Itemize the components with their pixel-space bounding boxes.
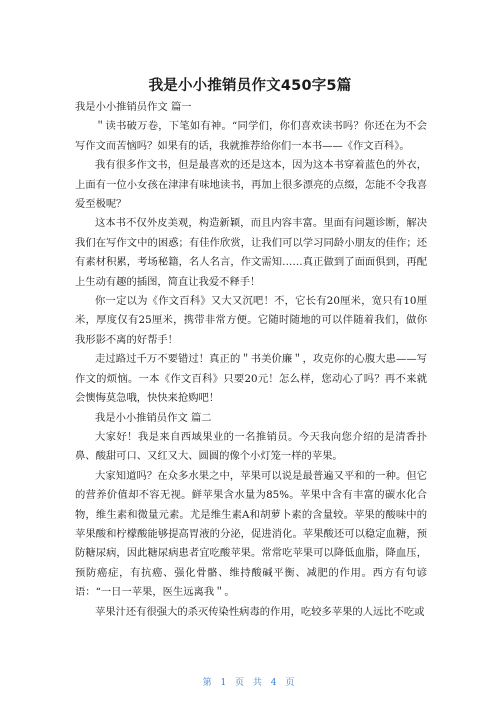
paragraph: ＂读书破万卷，下笔如有神。“同学们，你们喜欢读书吗？你还在为不会写作文而苦恼吗？如果有的话，我就推荐给你们一本书——《作文百科》。 xyxy=(75,120,427,152)
paragraph: 大家知道吗？在众多水果之中，苹果可以说是最普遍又平和的一种。但它的营养价值却不容无视。鲜苹果含水量为85%。苹果中含有丰富的碳水化合物，维生素和微量元素。尤是维生素A和胡萝卜素的含量较。苹果的酸味中的苹果酸和柠檬酸能够提高胃液的分泌，促进消化。苹果酸还可以稳定血糖，预防糖尿病，因此糖尿病患者宜吃酸苹果。常常吃苹果可以降低血脂，降血压，预防癌症，有抗癌、强化骨骼、维持酸碱平衡、减肥的作用。西方有句谚语：“一日一苹果，医生远离我＂。 xyxy=(75,469,427,599)
paragraph: 我有很多作文书，但是最喜欢的还是这本，因为这本书穿着蓝色的外衣，上面有一位小女孩在津津有味地读书，再加上很多漂亮的点缀，怎能不令我喜爱至极呢？ xyxy=(75,159,427,211)
paragraph: 苹果汁还有很强大的杀灭传染性病毒的作用，吃较多苹果的人远比不吃或 xyxy=(95,605,425,618)
section-heading-1: 我是小小推销员作文 篇一 xyxy=(75,101,192,113)
paragraph: 这本书不仅外皮美观，构造新颖，而且内容丰富。里面有问题诊断，解决我们在写作文中的困惑；有佳作欣赏，让我们可以学习同龄小朋友的佳作；还有素材积累，考场秘籍，名人名言，作文需知……真正做到了面面俱到，再配上生动有趣的插图，简直让我爱不释手！ xyxy=(75,217,427,288)
page-footer: 第 1 页 共 4 页 xyxy=(202,678,298,688)
paragraph: 走过路过千万不要错过！真正的＂书美价廉＂，攻克你的心腹大患——写作文的烦恼。一本《作文百科》只要20元！怎么样，您动心了吗？再不来就会懊悔莫急哦，快快来抢购吧！ xyxy=(75,353,427,405)
section-heading-2: 我是小小推销员作文 篇二 xyxy=(95,411,212,424)
document-title: 我是小小推销员作文450字5篇 xyxy=(148,78,352,94)
paragraph: 你一定以为《作文百科》又大又沉吧！不，它长有20厘米，宽只有10厘米，厚度仅有25厘米，携带非常方便。它随时随地的可以伴随着我们，做你我形影不离的好帮手！ xyxy=(75,295,427,346)
paragraph: 大家好！我是来自西域果业的一名推销员。今天我向您介绍的是清香扑鼻、酸甜可口、又红又大、圆圆的像个小灯笼一样的苹果。 xyxy=(75,430,427,463)
document-body xyxy=(75,98,427,622)
